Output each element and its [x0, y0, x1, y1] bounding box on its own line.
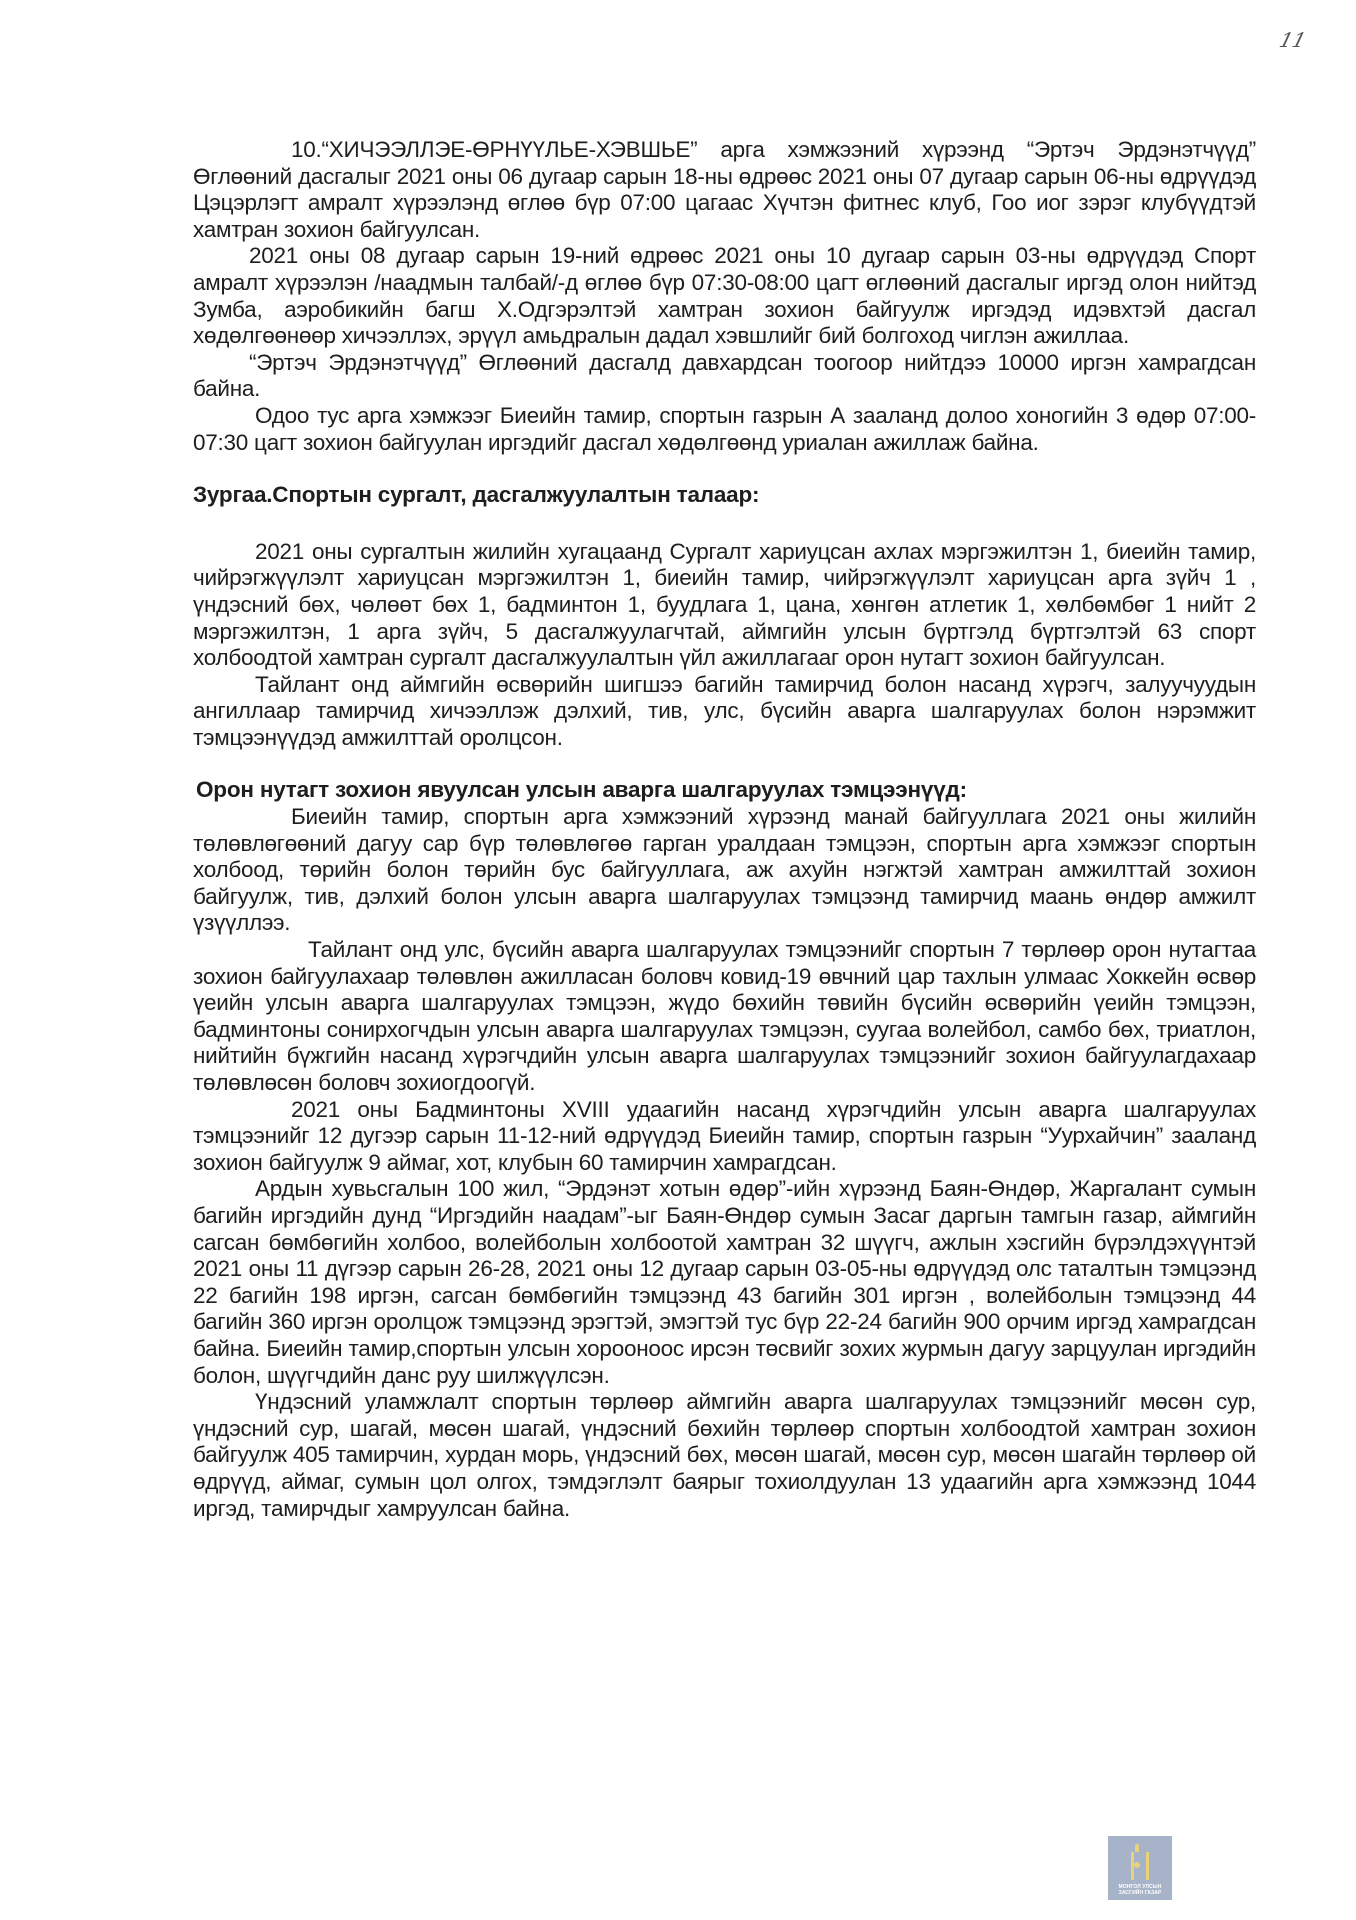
section-heading-competitions: Орон нутагт зохион явуулсан улсын аварга шалгаруулах тэмцээнүүд: — [196, 777, 967, 803]
paragraph-planned-events: Тайлант онд улс, бүсийн аварга шалгаруулах тэмцээнийг спортын 7 төрлөөр орон нутагтаа зохион байгуулахаар төлөвлөн ажилласан боловч ковид-19 өвчний цар тахлын улмаас Хоккейн өсвөр үеийн улсын аварга шалгаруулах тэмцээн, жүдо бөхийн төвийн бүсийн өсвөрийн үеийн тэмцээн, бадминтоны сонирхогчдын улсын аварга шалгаруулах тэмцээн, суугаа волейбол, самбо бөх, триатлон, нийтийн бүжгийн насанд хүрэгчдийн улсын аварга шалгаруулах тэмцээнийг зохион байгуулагдахаар төлөвлөсөн боловч зохиогдоогүй. — [193, 937, 1256, 1095]
government-logo — [1108, 1836, 1172, 1900]
paragraph-national-sports: Үндэсний уламжлалт спортын төрлөөр аймгийн аварга шалгаруулах тэмцээнийг мөсөн сур, үндэсний сур, шагай, мөсөн шагай, үндэсний бөхийн төрлөөр спортын холбоодтой хамтран зохион байгуулж 405 тамирчин, хурдан морь, үндэсний бөх, мөсөн шагай, мөсөн сур, мөсөн шагайн төрлөөр ой өдрүүд, аймаг, сумын цол олгох, тэмдэглэлт баярыг тохиолдуулан 13 удаагийн арга хэмжээнд 1044 иргэд, тамирчдыг хамруулсан байна. — [193, 1389, 1256, 1521]
spacer — [193, 456, 1256, 482]
paragraph-badminton-championship: 2021 оны Бадминтоны XVIII удаагийн насанд хүрэгчдийн улсын аварга шалгаруулах тэмцээнийг 12 дугээр сарын 11-12-ний өдрүүдэд Биеийн тамир, спортын газрын “Уурхайчин” зааланд зохион байгуулж 9 аймаг, хот, клубын 60 тамирчин хамрагдсан. — [193, 1096, 1256, 1175]
document-body — [193, 137, 1256, 1522]
spacer — [193, 509, 1256, 539]
section-heading-training: Зургаа.Спортын сургалт, дасгалжуулалтын талаар: — [193, 482, 760, 508]
paragraph-citizens-games: Ардын хувьсгалын 100 жил, “Эрдэнэт хотын өдөр”-ийн хүрээнд Баян-Өндөр, Жаргалант сумын багийн иргэдийн дунд “Иргэдийн наадам”-ыг Баян-Өндөр сумын Засаг даргын тамгын газар, аймгийн сагсан бөмбөгийн холбоо, волейболын холбоотой хамтран 32 шүүгч, ажлын хэсгийн бүрэлдэхүүнтэй 2021 оны 11 дүгээр сарын 26-28, 2021 оны 12 дугаар сарын 03-05-ны өдрүүдэд олс таталтын тэмцээнд 22 багийн 198 иргэн, сагсан бөмбөгийн тэмцээнд 43 багийн 301 иргэн , волейболын тэмцээнд 44 багийн 360 иргэн оролцож тэмцээнд эрэгтэй, эмэгтэй тус бүр 22-24 багийн 900 орчим иргэд хамрагдсан байна. Биеийн тамир,спортын улсын хорооноос ирсэн төсвийг зохих журмын дагуу зарцуулан иргэдийн болон, шүүгчдийн данс руу шилжүүлсэн. — [193, 1176, 1256, 1388]
paragraph-events-overview: Биеийн тамир, спортын арга хэмжээний хүрээнд манай байгууллага 2021 оны жилийн төлөвлөгөөний дагуу сар бүр төлөвлөгөө гарган уралдаан тэмцээн, спортын арга хэмжээг спортын холбоод, төрийн болон төрийн бус байгууллага, аж ахуйн нэгжтэй хамтран амжилттай зохион байгуулж, тив, дэлхий болон улсын аварга шалгаруулах тэмцээнд тамирчид маань өндөр амжилт үзүүллээ. — [193, 804, 1256, 936]
paragraph-stadium-exercise: 2021 оны 08 дугаар сарын 19-ний өдрөөс 2021 оны 10 дугаар сарын 03-ны өдрүүдэд Спорт амралт хүрээлэн /наадмын талбай/-д өглөө бүр 07:30-08:00 цагт өглөөний дасгалыг иргэд олон нийтэд Зумба, аэробикийн багш Х.Одгэрэлтэй хамтран зохион байгуулж иргэдэд идэвхтэй дасгал хөдөлгөөнөөр хичээллэх, эрүүл амьдралын дадал хэвшлийг бий болгоход чиглэн ажиллаа. — [193, 243, 1256, 349]
logo-caption — [1119, 1884, 1162, 1896]
paragraph-training-staff: 2021 оны сургалтын жилийн хугацаанд Сургалт хариуцсан ахлах мэргэжилтэн 1, биеийн тамир, чийрэгжүүлэлт хариуцсан мэргэжилтэн 1, биеийн тамир, чийрэгжүүлэлт хариуцсан арга зүйч 1 , үндэсний бөх, чөлөөт бөх 1, бадминтон 1, буудлага 1, цана, хөнгөн атлетик 1, хөлбөмбөг 1 нийт 2 мэргэжилтэн, 1 арга зүйч, 5 дасгалжуулагчтай, аймгийн улсын бүртгэлд бүртгэлтэй 63 спорт холбоодтой хамтран сургалт дасгалжуулалтын үйл ажиллагааг орон нутагт зохион байгуулсан. — [193, 538, 1256, 671]
logo-text-line1: МОНГОЛ УЛСЫН — [1118, 1884, 1162, 1890]
spacer — [193, 751, 1256, 777]
logo-text-line2: ЗАСГИЙН ГАЗАР — [1118, 1890, 1162, 1896]
paragraph-athletes-participation: Тайлант онд аймгийн өсвөрийн шигшээ багийн тамирчид болон насанд хүрэгч, залуучуудын ангиллаар тамирчид хичээллэж дэлхий, тив, улс, бүсийн аварга шалгаруулах болон нэрэмжит тэмцээнүүдэд амжилттай оролцсон. — [193, 671, 1256, 750]
paragraph-morning-exercise-intro: 10.“ХИЧЭЭЛЛЭЕ-ӨРНҮҮЛЬЕ-ХЭВШЬЕ” арга хэмжээний хүрээнд “Эртэч Эрдэнэтчүүд” Өглөөний дасгалыг 2021 оны 06 дугаар сарын 18-ны өдрөөс 2021 оны 07 дугаар сарын 06-ны өдрүүдэд Цэцэрлэгт амралт хүрээлэнд өглөө бүр 07:00 цагаас Хүчтэн фитнес клуб, Гоо иог зэрэг клубүүдтэй хамтран зохион байгуулсан. — [193, 137, 1256, 242]
paragraph-current-schedule: Одоо тус арга хэмжээг Биеийн тамир, спортын газрын А зааланд долоо хоногийн 3 өдөр 07:00-07:30 цагт зохион байгуулан иргэдийг дасгал хөдөлгөөнд уриалан ажиллаж байна. — [193, 402, 1256, 455]
paragraph-participants-total: “Эртэч Эрдэнэтчүүд” Өглөөний дасгалд давхардсан тоогоор нийтдээ 10000 иргэн хамрагдсан байна. — [193, 349, 1256, 402]
soyombo-emblem-icon — [1131, 1852, 1149, 1880]
handwritten-page-number: 11 — [1276, 28, 1309, 52]
